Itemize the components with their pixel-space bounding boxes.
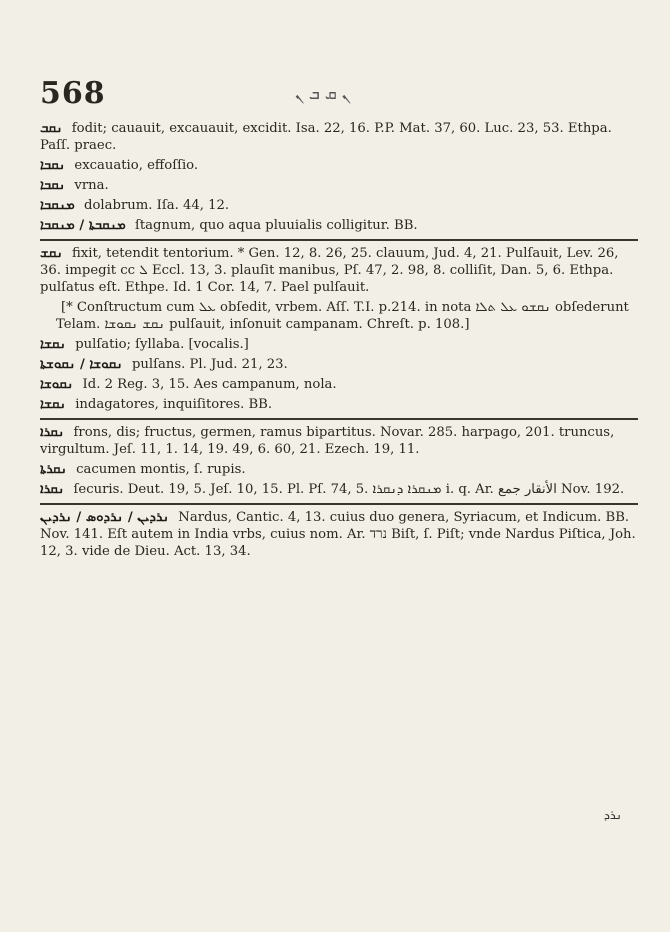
catchword: ܢܪܕ: [604, 808, 622, 822]
entry-text: frons, dis; fructus, germen, ramus bipartitus. Novar. 285. harpago, 201. truncus, virgultum. Jeſ. 11, 1. 14, 19. 49, 6. 60, 21. Ezech. 19, 11.: [40, 425, 615, 457]
entry-note: [40, 299, 638, 333]
entry-text: cacumen montis, ſ. rupis.: [76, 462, 246, 477]
entry-headword: ܢܩܘܫܐ / ܢܩܘܫܬܐ: [40, 357, 123, 372]
entry-text: pulſatio; ſyllaba. [vocalis.]: [75, 337, 249, 352]
entry-headword: ܡܢܩܒܬܐ / ܡܢܩܒܐ: [40, 218, 126, 233]
entry-text: vrna.: [74, 178, 109, 193]
entry-text: ſecuris. Deut. 19, 5. Jeſ. 10, 15. Pl. Pſ. 74, 5. ܡܢܩܪܐ ܕܢܩܪܐ i. q. Ar. الأنقار جمع Nov. 192.: [73, 482, 625, 497]
entry: [40, 461, 638, 478]
entry-headword: ܢܩܘܫܐ: [40, 377, 74, 392]
entry-text: [* Conſtructum cum ܥܠ obſedit, vrbem. Aſſ. T.I. p.214. in nota ܢܩܫܘ ܥܠ ܬܠܐ obſederunt Telam. ܢܩܫ ܢܩܘܫܐ pulſauit, inſonuit campanam. Chreſt. p. 108.]: [56, 300, 629, 332]
entry-text: excauatio, effoſſio.: [74, 158, 199, 173]
entry-headword: ܢܪܕܝܢ / ܢܪܕܘܣ / ܢܪܕܝܢ: [40, 510, 170, 525]
entry-headword: ܢܩܪܬܐ: [40, 462, 67, 477]
entry: [40, 157, 638, 174]
entry: [40, 509, 638, 560]
entry-headword: ܢܩܪܐ: [40, 482, 65, 497]
entry: [40, 336, 638, 353]
entry-text: pulſans. Pl. Jud. 21, 23.: [131, 357, 288, 372]
entry-text: indagatores, inquiſitores. BB.: [75, 397, 273, 412]
entry: [40, 177, 638, 194]
entry-headword: ܢܩܫܐ: [40, 397, 66, 412]
entry: [40, 120, 638, 154]
entry-text: Nardus, Cantic. 4, 13. cuius duo genera, Syriacum, et Indicum. BB. Nov. 141. Eſt autem in India vrbs, cuius nom. Ar. נרד Biſt, ſ. Piſt; vnde Nardus Piſtica, Joh. 12, 3. vide de Dieu. Act. 13, 34.: [40, 510, 636, 559]
entry-text: Id. 2 Reg. 3, 15. Aes campanum, nola.: [82, 377, 337, 392]
entry: [40, 481, 638, 498]
entry-headword: ܢܩܒ: [40, 121, 63, 136]
entry-headword: ܢܩܫ: [40, 246, 63, 261]
entry-headword: ܡܢܩܒܐ: [40, 198, 75, 213]
section-divider: [40, 418, 638, 420]
entry-text: fixit, tetendit tentorium. * Gen. 12, 8. 26, 25. clauum, Jud. 4, 21. Pulſauit, Lev. 26, 36. impegit cc ܠ Eccl. 13, 3. plauſit manibus, Pſ. 47, 2. 98, 8. colliſit, Dan. 5, 6. Ethpa. pulſatus eſt. Ethpe. Id. 1 Cor. 14, 7. Pael pulſauit.: [40, 246, 619, 295]
section-divider: [40, 503, 638, 505]
entry-text: dolabrum. Iſa. 44, 12.: [84, 198, 230, 213]
entry: [40, 245, 638, 296]
entry: [40, 197, 638, 214]
entry-headword: ܢܩܒܐ: [40, 158, 66, 173]
entry: [40, 217, 638, 234]
entry-headword: ܢܩܪܐ: [40, 425, 65, 440]
entry: [40, 356, 638, 373]
page-number: 568: [40, 76, 106, 111]
entry: [40, 376, 638, 393]
running-head: ܢ ܩ ܒ ܢ: [295, 84, 351, 103]
entry-text: ſtagnum, quo aqua pluuialis colligitur. BB.: [134, 218, 418, 233]
entry-headword: ܢܩܫܐ: [40, 337, 66, 352]
entry: [40, 424, 638, 458]
dictionary-entries: [40, 120, 638, 560]
entry-text: fodit; cauauit, excauauit, excidit. Isa. 22, 16. P.P. Mat. 37, 60. Luc. 23, 53. Ethpa. Paſſ. praec.: [40, 121, 612, 153]
entry-headword: ܢܩܒܐ: [40, 178, 66, 193]
section-divider: [40, 239, 638, 241]
entry: [40, 396, 638, 413]
